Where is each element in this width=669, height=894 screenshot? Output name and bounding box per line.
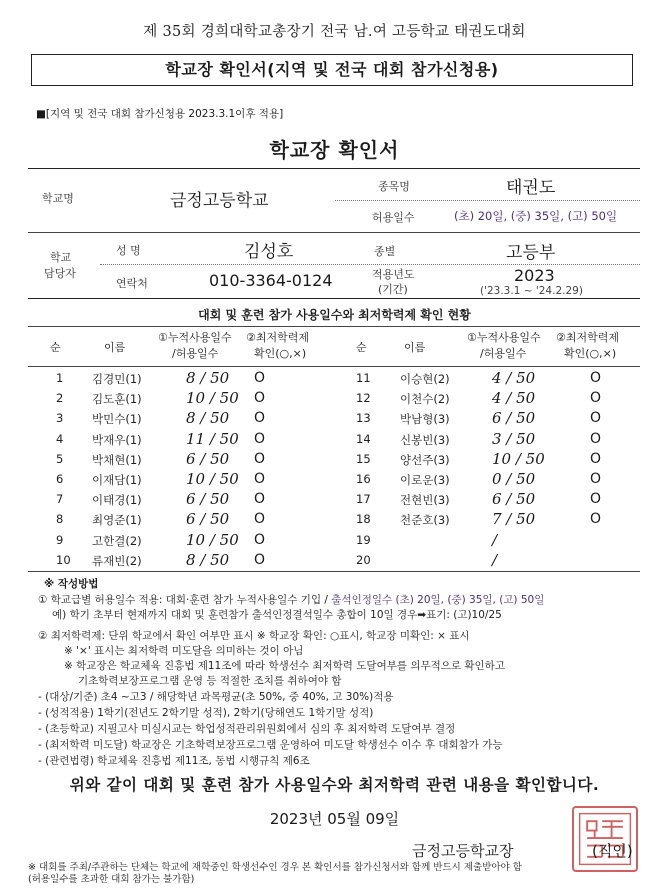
school-seal-stamp (572, 806, 638, 872)
right-col-no: 순 (356, 341, 367, 354)
days-used: 4 / 50 (492, 369, 536, 387)
table-bottom-rule (28, 571, 640, 572)
right-col-days-2: /허용일수 (480, 347, 527, 360)
footer-note (28, 862, 522, 886)
row-number: 10 (56, 552, 71, 567)
min-academic-check: O (254, 491, 266, 508)
instruction-4: ※ '×' 표시는 최저학력 미도달을 의미하는 것이 아님 (64, 645, 304, 657)
left-col-check-1: ②최저학력제 (246, 331, 309, 344)
year-label-2: (기간) (378, 283, 408, 296)
days-used: 10 / 50 (186, 389, 239, 408)
student-name: 양선주(3) (400, 452, 450, 467)
allowed-days-value: (초) 20일, (중) 35일, (고) 50일 (454, 209, 618, 223)
left-col-name: 이름 (104, 341, 126, 354)
min-academic-check: O (254, 390, 266, 407)
main-title: 학교장 확인서 (269, 138, 400, 162)
sport-label: 종목명 (378, 180, 410, 193)
days-used: 10 / 50 (186, 470, 239, 488)
min-academic-check: O (590, 471, 602, 487)
days-used: 4 / 50 (492, 389, 536, 408)
days-used: 6 / 50 (186, 510, 230, 529)
days-used: 11 / 50 (186, 429, 239, 448)
student-name: 김도훈(1) (92, 392, 142, 407)
min-academic-check: O (254, 531, 266, 548)
info-rule-sport (335, 200, 640, 201)
school-name-label: 학교명 (42, 192, 74, 205)
student-name: 김경민(1) (92, 372, 142, 386)
row-number: 19 (356, 532, 371, 547)
instruction-7: - (대상/기준) 초4 ~고3 / 해당학년 과목평균(초 50%, 중 40%, 고 30%)적용 (38, 691, 394, 703)
instruction-8: - (성적적용) 1학기(전년도 2학기말 성적), 2학기(당해연도 1학기말 성적) (38, 707, 374, 719)
instruction-1 (38, 592, 544, 607)
days-used: 10 / 50 (492, 449, 545, 468)
row-number: 13 (356, 411, 371, 426)
contact-group-label-1: 학교 (50, 251, 72, 264)
min-academic-check: O (254, 551, 266, 568)
days-used: 10 / 50 (186, 530, 239, 549)
min-academic-check: O (254, 511, 266, 528)
info-rule-1 (28, 232, 640, 233)
left-col-days-1: ①누적사용일수 (158, 331, 232, 344)
min-academic-check: O (590, 450, 602, 467)
days-used: 6 / 50 (492, 409, 536, 428)
student-name: 이승현(2) (400, 372, 450, 386)
student-name: 고한결(2) (92, 533, 142, 548)
row-number: 4 (56, 431, 64, 446)
contact-group-label-2: 담당자 (44, 267, 76, 280)
days-used: 6 / 50 (186, 490, 230, 509)
student-name: 박재우(1) (92, 432, 142, 447)
row-number: 9 (56, 532, 64, 547)
days-used: 6 / 50 (492, 490, 536, 509)
days-used: 7 / 50 (492, 510, 536, 529)
instruction-11: - (관련법령) 학교체육 진흥법 제11조, 동법 시행규칙 제6조 (38, 755, 310, 767)
instruction-2: 예) 학기 초부터 현재까지 대회 및 훈련참가 출석인정결석일수 총합이 10일 경우➡표기: (고)10/25 (52, 609, 502, 621)
year-label-1: 적용년도 (372, 268, 415, 281)
info-bottom-rule (28, 298, 640, 299)
student-name: 천준호(3) (400, 513, 450, 528)
info-rule-contact (100, 264, 640, 265)
instruction-6: 기초학력보장프로그램 운영 등 적절한 조치를 취하여야 함 (78, 675, 342, 687)
days-used: 3 / 50 (492, 429, 536, 448)
min-academic-check: O (590, 370, 602, 386)
footer-line-2: (허용일수를 초과한 대회 참가는 불가함) (28, 874, 195, 885)
row-number: 7 (56, 492, 64, 507)
division-label: 종별 (374, 245, 396, 258)
days-used: 8 / 50 (186, 409, 230, 428)
instruction-9: - (초등학교) 지필고사 미실시교는 학업성적관리위원회에서 심의 후 최저학력 도달여부 결정 (38, 723, 456, 735)
applicability-notice: ■[지역 및 전국 대회 참가신청용 2023.3.1이후 적용] (36, 108, 284, 120)
instruction-1b: 출석인정일수 (초) 20일, (중) 35일, (고) 50일 (331, 594, 545, 606)
confirmation-date: 2023년 05월 09일 (269, 810, 400, 828)
days-used: / (492, 550, 498, 569)
right-col-check-1: ②최저학력제 (556, 331, 619, 344)
row-number: 1 (56, 371, 64, 385)
year-value: 2023 (514, 266, 555, 285)
days-used: 8 / 50 (186, 369, 230, 387)
instruction-5: ※ 학교장은 학교체육 진흥법 제11조에 따라 학생선수 최저학력 도달여부를 의무적으로 확인하고 (64, 660, 505, 672)
row-number: 11 (356, 371, 371, 385)
school-name-value: 금정고등학교 (170, 191, 269, 211)
period-value: ('23.3.1 ~ '24.2.29) (480, 285, 583, 297)
phone-value: 010-3364-0124 (209, 271, 333, 290)
min-academic-check: O (590, 430, 602, 447)
attendance-heading: 대회 및 훈련 참가 사용일수와 최저학력제 확인 현황 (198, 308, 471, 322)
min-academic-check: O (254, 410, 266, 427)
row-number: 17 (356, 492, 371, 507)
student-name: 이천수(2) (400, 392, 450, 407)
right-col-name: 이름 (404, 341, 426, 354)
contact-name-value: 김성호 (244, 242, 294, 262)
instruction-10: - (최저학력 미도달) 학교장은 기초학력보장프로그램 운영하여 미도달 학생선수 이수 후 대회참가 가능 (38, 739, 503, 751)
signer-school: 금정고등학교장 (412, 842, 514, 860)
student-name: 최영준(1) (92, 513, 142, 528)
student-name: 이재담(1) (92, 473, 142, 487)
days-used: 0 / 50 (492, 470, 536, 488)
instruction-1a: ① 학교급별 허용일수 적용: 대회·훈련 참가 누적사용일수 기입 / (38, 594, 332, 606)
min-academic-check: O (590, 491, 602, 508)
row-number: 14 (356, 431, 371, 446)
row-number: 16 (356, 472, 371, 486)
footer-line-1: ※ 대회를 주최/주관하는 단체는 학교에 재학중인 학생선수인 경우 본 확인서를 참가신청서와 함께 반드시 제출받아야 함 (28, 862, 522, 873)
row-number: 3 (56, 411, 64, 426)
document-title-box: 학교장 확인서(지역 및 전국 대회 참가신청용) (31, 54, 633, 86)
min-academic-check: O (254, 370, 266, 386)
phone-label: 연락처 (116, 277, 148, 290)
info-top-rule (28, 168, 640, 169)
sport-value: 태권도 (506, 178, 556, 198)
student-name: 박채현(1) (92, 452, 142, 467)
student-name: 신봉빈(3) (400, 432, 450, 447)
right-col-days-1: ①누적사용일수 (467, 331, 541, 344)
days-used: 8 / 50 (186, 550, 230, 569)
row-number: 2 (56, 391, 64, 406)
row-number: 20 (356, 552, 371, 567)
row-number: 12 (356, 391, 371, 406)
student-name: 이태경(1) (92, 493, 142, 508)
days-used: / (492, 530, 498, 549)
signer-role: (직인) (592, 842, 633, 860)
contest-title: 제 35회 경희대학교총장기 전국 남.여 고등학교 태권도대회 (143, 24, 526, 40)
student-name: 전현빈(3) (400, 493, 450, 508)
row-number: 8 (56, 512, 64, 527)
days-used: 6 / 50 (186, 449, 230, 468)
row-number: 15 (356, 451, 371, 466)
student-name: 이로운(3) (400, 473, 450, 487)
min-academic-check: O (590, 511, 602, 528)
student-name: 박민수(1) (92, 412, 142, 427)
division-value: 고등부 (506, 243, 556, 263)
instructions-heading: ※ 작성방법 (44, 578, 99, 590)
student-name: 류재빈(2) (92, 553, 142, 568)
confirmation-statement: 위와 같이 대회 및 훈련 참가 사용일수와 최저학력 관련 내용을 확인합니다. (69, 776, 600, 794)
left-col-days-2: /허용일수 (172, 347, 219, 360)
row-number: 5 (56, 451, 64, 466)
left-col-no: 순 (50, 341, 61, 354)
min-academic-check: O (254, 471, 266, 487)
instruction-3: ② 최저학력제: 단위 학교에서 확인 여부만 표시 ※ 학교장 확인: ○표시, 학교장 미확인: × 표시 (38, 630, 470, 642)
table-top-rule (28, 326, 640, 327)
allowed-days-label: 허용일수 (372, 211, 415, 224)
contact-name-label: 성 명 (116, 244, 141, 257)
min-academic-check: O (590, 390, 602, 407)
student-name: 박남형(3) (400, 412, 450, 427)
min-academic-check: O (254, 430, 266, 447)
right-col-check-2: 확인(○,×) (564, 347, 617, 360)
row-number: 18 (356, 512, 371, 527)
left-col-check-2: 확인(○,×) (254, 347, 307, 360)
min-academic-check: O (590, 410, 602, 427)
row-number: 6 (56, 472, 64, 486)
min-academic-check: O (254, 450, 266, 467)
table-header-rule (28, 366, 640, 367)
